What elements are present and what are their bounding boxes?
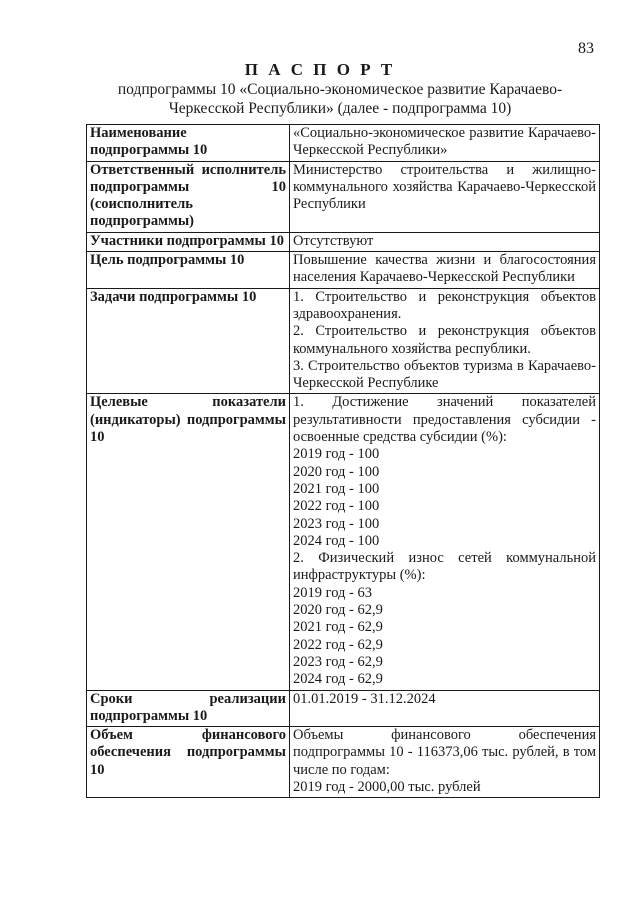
row-value bbox=[290, 161, 600, 232]
row-value bbox=[290, 288, 600, 394]
row-value-line: 3. Строительство объектов туризма в Карачаево-Черкесской Республике bbox=[293, 357, 596, 392]
row-value-line: 2024 год - 62,9 bbox=[293, 671, 383, 688]
row-value-line: 2022 год - 62,9 bbox=[293, 636, 383, 653]
row-value-line: 1. Строительство и реконструкция объектов здравоохранения. bbox=[293, 288, 596, 322]
row-value-line: Объемы финансового обеспечения подпрограммы 10 - 116373,06 тыс. рублей, в том числе по годам: bbox=[293, 727, 596, 778]
row-value-line: 2019 год - 100 bbox=[293, 446, 380, 463]
row-value-line: 2019 год - 2000,00 тыс. рублей bbox=[293, 778, 481, 795]
row-value-line: 2019 год - 63 bbox=[293, 584, 372, 601]
row-value-line: 2. Физический износ сетей коммунальной инфраструктуры (%): bbox=[293, 550, 596, 584]
row-label: Целевые показатели (индикаторы) подпрограммы 10 bbox=[87, 394, 290, 690]
document-title: П А С П О Р Т bbox=[244, 60, 396, 79]
row-label: Цель подпрограммы 10 bbox=[87, 252, 290, 289]
passport-table bbox=[86, 124, 600, 798]
passport-row bbox=[87, 232, 600, 251]
row-value bbox=[290, 394, 600, 690]
row-value-line: Повышение качества жизни и благосостояния населения Карачаево-Черкесской Республики bbox=[293, 252, 596, 286]
row-label: Ответственный исполнитель подпрограммы 10 (соисполнитель подпрограммы) bbox=[87, 161, 290, 232]
row-label: Задачи подпрограммы 10 bbox=[87, 288, 290, 394]
row-value-line: 01.01.2019 - 31.12.2024 bbox=[293, 690, 436, 707]
passport-row bbox=[87, 252, 600, 289]
row-value-line: 2023 год - 62,9 bbox=[293, 653, 383, 670]
row-value-line: 2023 год - 100 bbox=[293, 515, 380, 532]
row-label: Сроки реализации подпрограммы 10 bbox=[87, 690, 290, 727]
row-value-line: 2024 год - 100 bbox=[293, 532, 380, 549]
passport-table-body bbox=[87, 125, 600, 798]
page-number: 83 bbox=[578, 40, 594, 57]
passport-row bbox=[87, 727, 600, 798]
row-value-line: «Социально-экономическое развитие Карачаево-Черкесской Республики» bbox=[293, 125, 596, 159]
row-value-line: 2021 год - 62,9 bbox=[293, 619, 383, 636]
passport-row bbox=[87, 690, 600, 727]
document-subtitle: подпрограммы 10 «Социально-экономическое развитие Карачаево-Черкесской Республики» (далее - подпрограмма 10) bbox=[117, 81, 563, 117]
row-value-line: 2020 год - 100 bbox=[293, 463, 380, 480]
row-value-line: 2022 год - 100 bbox=[293, 498, 380, 515]
row-label: Участники подпрограммы 10 bbox=[87, 232, 290, 251]
row-value-line: 1. Достижение значений показателей результативности предоставления субсидии - освоенные средства субсидии (%): bbox=[293, 394, 596, 446]
row-value-line: Министерство строительства и жилищно-коммунального хозяйства Карачаево-Черкесской Республики bbox=[293, 161, 596, 213]
row-value bbox=[290, 727, 600, 798]
passport-row bbox=[87, 288, 600, 394]
row-value-line: 2021 год - 100 bbox=[293, 480, 380, 497]
row-value bbox=[290, 232, 600, 251]
row-value-line: 2. Строительство и реконструкция объектов коммунального хозяйства республики. bbox=[293, 323, 596, 357]
row-label: Объем финансового обеспечения подпрограммы 10 bbox=[87, 727, 290, 798]
row-value bbox=[290, 252, 600, 289]
row-value-line: 2020 год - 62,9 bbox=[293, 602, 383, 619]
row-label: Наименование подпрограммы 10 bbox=[87, 125, 290, 162]
passport-row bbox=[87, 125, 600, 162]
passport-row bbox=[87, 161, 600, 232]
row-value-line: Отсутствуют bbox=[293, 232, 374, 249]
passport-row bbox=[87, 394, 600, 690]
row-value bbox=[290, 690, 600, 727]
row-value bbox=[290, 125, 600, 162]
